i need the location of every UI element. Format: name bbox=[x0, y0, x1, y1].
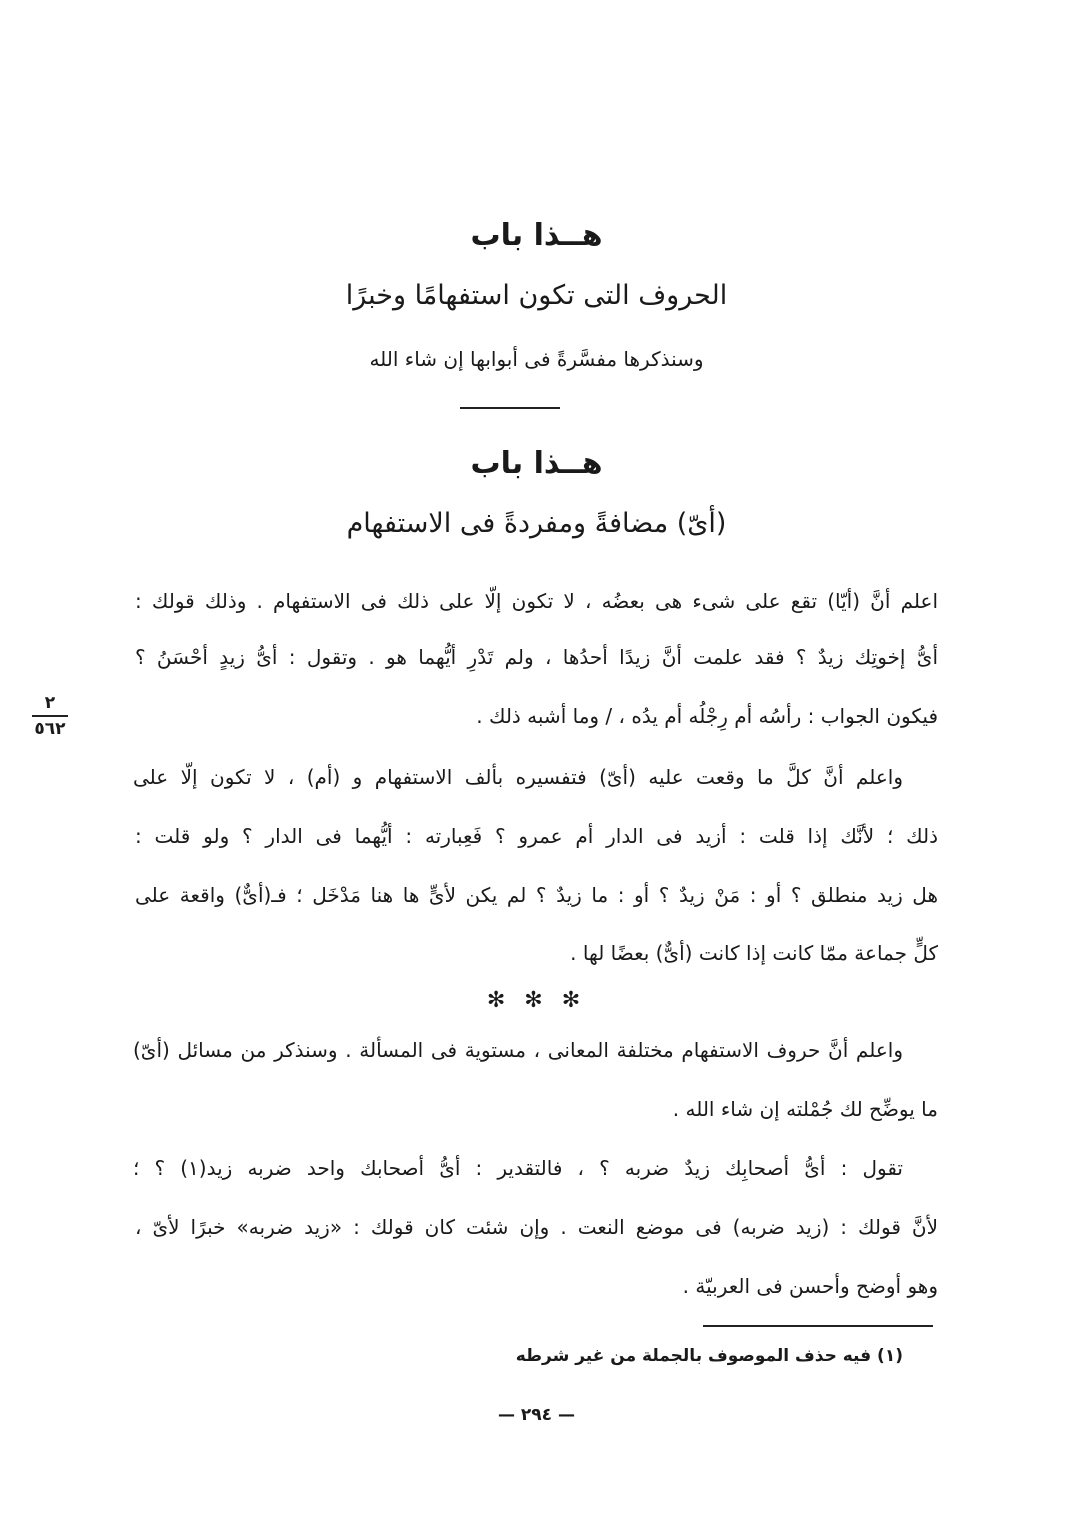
margin-reference-bottom: ٥٦٢ bbox=[34, 719, 66, 739]
chapter-heading-2: هــذا باب bbox=[470, 446, 603, 481]
body-line-8: واعلم أنَّ حروف الاستفهام مختلفة المعانى ، مستوية فى المسألة . وسنذكر من مسائل (أىّ) bbox=[133, 1038, 903, 1062]
body-line-2: أىُّ إخوتِك زيدٌ ؟ فقد علمت أنَّ زيدًا أحدُها ، ولم تَدْرِ أيُّهما هو . وتقول : أىُّ زيدٍ أحْسَنُ ؟ bbox=[135, 645, 938, 669]
chapter-heading-1: هــذا باب bbox=[470, 218, 603, 253]
chapter-title-1: الحروف التى تكون استفهامًا وخبرًا bbox=[345, 280, 728, 311]
body-line-9: ما يوضِّح لك جُمْلته إن شاء الله . bbox=[672, 1097, 938, 1121]
section-divider bbox=[460, 407, 560, 409]
body-line-6: هل زيد منطلق ؟ أو : مَنْ زيدٌ ؟ أو : ما زيدٌ ؟ لم يكن لأىٍّ ها هنا مَدْخَل ؛ فـ(أىٌّ) واقعة على bbox=[135, 883, 938, 907]
body-line-10: تقول : أىُّ أصحابِك زيدٌ ضربه ؟ ، فالتقدير : أىُّ أصحابك واحد ضربه زيد(١) ؟ ؛ bbox=[133, 1156, 903, 1180]
body-line-11: لأنَّ قولك : (زيد ضربه) فى موضع النعت . وإن شئت كان قولك : «زيد ضربه» خبرًا لأىّ ، bbox=[135, 1215, 938, 1239]
page-number: — ٢٩٤ — bbox=[498, 1405, 575, 1425]
margin-reference bbox=[32, 692, 68, 740]
margin-reference-rule bbox=[32, 715, 68, 717]
chapter-title-2: (أىّ) مضافةً ومفردةً فى الاستفهام bbox=[346, 508, 727, 539]
body-line-3: فيكون الجواب : رأسُه أم رِجْلُه أم يدُه ، / وما أشبه ذلك . bbox=[476, 704, 938, 728]
body-line-1: اعلم أنَّ (أيّا) تقع على شىء هى بعضُه ، لا تكون إلّا على ذلك فى الاستفهام . وذلك قولك : bbox=[135, 589, 938, 613]
body-line-12: وهو أوضح وأحسن فى العربيّة . bbox=[682, 1274, 938, 1298]
body-line-4: واعلم أنَّ كلَّ ما وقعت عليه (أىّ) فتفسيره بألف الاستفهام و (أم) ، لا تكون إلّا على bbox=[133, 765, 903, 789]
section-separator-stars: ✻ ✻ ✻ bbox=[486, 988, 587, 1013]
footnote: (١) فيه حذف الموصوف بالجملة من غير شرطه bbox=[515, 1346, 903, 1366]
body-line-5: ذلك ؛ لأنَّك إذا قلت : أزيد فى الدار أم عمرو ؟ فَعِبارته : أيُّهما فى الدار ؟ ولو قلت : bbox=[135, 824, 938, 848]
chapter-subtitle-1: وسنذكرها مفسَّرةً فى أبوابها إن شاء الله bbox=[369, 347, 704, 371]
body-line-7: كلٍّ جماعة ممّا كانت إذا كانت (أىٌّ) بعضًا لها . bbox=[570, 941, 938, 965]
margin-reference-top: ٢ bbox=[44, 693, 56, 713]
footnote-rule bbox=[703, 1325, 933, 1327]
